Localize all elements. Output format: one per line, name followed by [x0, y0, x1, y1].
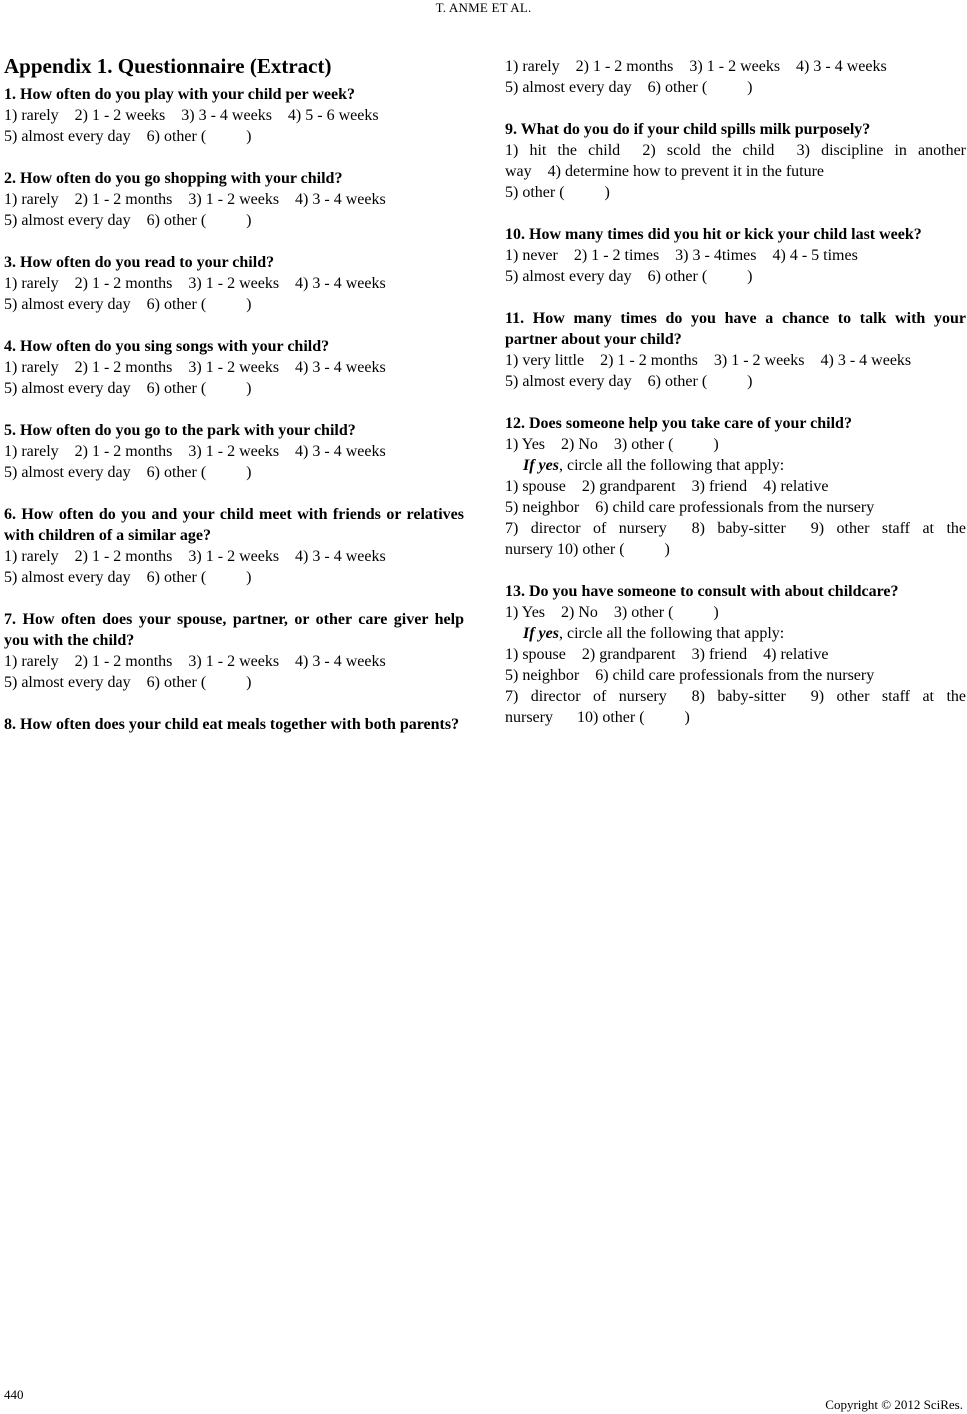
- answer-options: 7) director of nursery 8) baby-sitter 9) other staff at the: [505, 520, 966, 537]
- if-yes-text: , circle all the following that apply:: [558, 457, 785, 474]
- answer-options: 1) rarely 2) 1 - 2 months 3) 1 - 2 weeks 4) 3 - 4 weeks: [4, 443, 386, 460]
- if-yes-label: If yes: [523, 625, 559, 642]
- question-1: [4, 84, 464, 147]
- question-9: [505, 119, 966, 203]
- answer-options: 1) spouse 2) grandparent 3) friend 4) relative: [505, 478, 829, 495]
- question-2: [4, 168, 464, 231]
- answer-options: 1) rarely 2) 1 - 2 months 3) 1 - 2 weeks 4) 3 - 4 weeks: [4, 275, 386, 292]
- answer-options: 1) rarely 2) 1 - 2 months 3) 1 - 2 weeks 4) 3 - 4 weeks: [505, 58, 887, 75]
- question-text: 13. Do you have someone to consult with about childcare?: [505, 583, 899, 600]
- answer-options: 5) almost every day 6) other ( ): [505, 79, 753, 96]
- question-text: 6. How often do you and your child meet with friends or relatives with children of a similar age?: [4, 506, 464, 544]
- copyright-notice: Copyright © 2012 SciRes.: [825, 1397, 963, 1412]
- if-yes-label: If yes: [523, 457, 559, 474]
- left-column: [4, 54, 464, 756]
- question-7: [4, 609, 464, 693]
- question-6: [4, 504, 464, 588]
- question-text: 4. How often do you sing songs with your child?: [4, 338, 330, 355]
- answer-options: 5) almost every day 6) other ( ): [505, 373, 753, 390]
- question-text: 11. How many times do you have a chance to talk with your partner about your child?: [505, 310, 966, 348]
- question-3: [4, 252, 464, 315]
- right-column: [505, 56, 966, 749]
- answer-options: 5) almost every day 6) other ( ): [4, 569, 252, 586]
- running-head: T. ANME ET AL.: [435, 0, 532, 15]
- answer-options: 1) rarely 2) 1 - 2 months 3) 1 - 2 weeks 4) 3 - 4 weeks: [4, 548, 386, 565]
- answer-options: 5) almost every day 6) other ( ): [4, 380, 252, 397]
- page-number: 440: [4, 1387, 24, 1402]
- answer-options: 5) almost every day 6) other ( ): [4, 464, 252, 481]
- answer-options: 5) almost every day 6) other ( ): [505, 268, 753, 285]
- question-4: [4, 336, 464, 399]
- question-text: 10. How many times did you hit or kick your child last week?: [505, 226, 922, 243]
- question-text: 8. How often does your child eat meals together with both parents?: [4, 716, 460, 733]
- answer-options: 1) rarely 2) 1 - 2 weeks 3) 3 - 4 weeks 4) 5 - 6 weeks: [4, 107, 379, 124]
- question-8-continued: [505, 56, 966, 98]
- answer-options: 1) spouse 2) grandparent 3) friend 4) relative: [505, 646, 829, 663]
- question-5: [4, 420, 464, 483]
- question-10: [505, 224, 966, 287]
- answer-options: 5) almost every day 6) other ( ): [4, 674, 252, 691]
- question-13: [505, 581, 966, 728]
- answer-options: 5) neighbor 6) child care professionals from the nursery: [505, 667, 875, 684]
- question-8: [4, 714, 464, 735]
- appendix-title: Appendix 1. Questionnaire (Extract): [4, 54, 332, 78]
- question-text: 12. Does someone help you take care of your child?: [505, 415, 852, 432]
- answer-options: 7) director of nursery 8) baby-sitter 9) other staff at the: [505, 688, 966, 705]
- answer-options: 1) never 2) 1 - 2 times 3) 3 - 4times 4) 4 - 5 times: [505, 247, 858, 264]
- answer-options: 1) very little 2) 1 - 2 months 3) 1 - 2 weeks 4) 3 - 4 weeks: [505, 352, 912, 369]
- answer-options: 5) neighbor 6) child care professionals from the nursery: [505, 499, 875, 516]
- answer-options: 1) rarely 2) 1 - 2 months 3) 1 - 2 weeks 4) 3 - 4 weeks: [4, 359, 386, 376]
- question-12: [505, 413, 966, 560]
- answer-options: 1) rarely 2) 1 - 2 months 3) 1 - 2 weeks 4) 3 - 4 weeks: [4, 191, 386, 208]
- answer-options: 1) rarely 2) 1 - 2 months 3) 1 - 2 weeks 4) 3 - 4 weeks: [4, 653, 386, 670]
- question-text: 5. How often do you go to the park with your child?: [4, 422, 356, 439]
- answer-options: 5) almost every day 6) other ( ): [4, 128, 252, 145]
- answer-options: 5) almost every day 6) other ( ): [4, 296, 252, 313]
- question-text: 1. How often do you play with your child per week?: [4, 86, 355, 103]
- question-text: 2. How often do you go shopping with your child?: [4, 170, 343, 187]
- answer-options: 5) other ( ): [505, 184, 610, 201]
- answer-options: nursery 10) other ( ): [505, 709, 690, 726]
- question-text: 7. How often does your spouse, partner, or other care giver help you with the child?: [4, 611, 464, 649]
- question-text: 3. How often do you read to your child?: [4, 254, 275, 271]
- answer-options: 1) hit the child 2) scold the child 3) discipline in another: [505, 142, 966, 159]
- question-text: 9. What do you do if your child spills milk purposely?: [505, 121, 871, 138]
- answer-options: 1) Yes 2) No 3) other ( ): [505, 604, 719, 621]
- if-yes-instruction: [505, 455, 966, 476]
- answer-options: way 4) determine how to prevent it in the future: [505, 163, 825, 180]
- if-yes-text: , circle all the following that apply:: [558, 625, 785, 642]
- if-yes-instruction: [505, 623, 966, 644]
- answer-options: 5) almost every day 6) other ( ): [4, 212, 252, 229]
- answer-options: 1) Yes 2) No 3) other ( ): [505, 436, 719, 453]
- question-11: [505, 308, 966, 392]
- answer-options: nursery 10) other ( ): [505, 541, 670, 558]
